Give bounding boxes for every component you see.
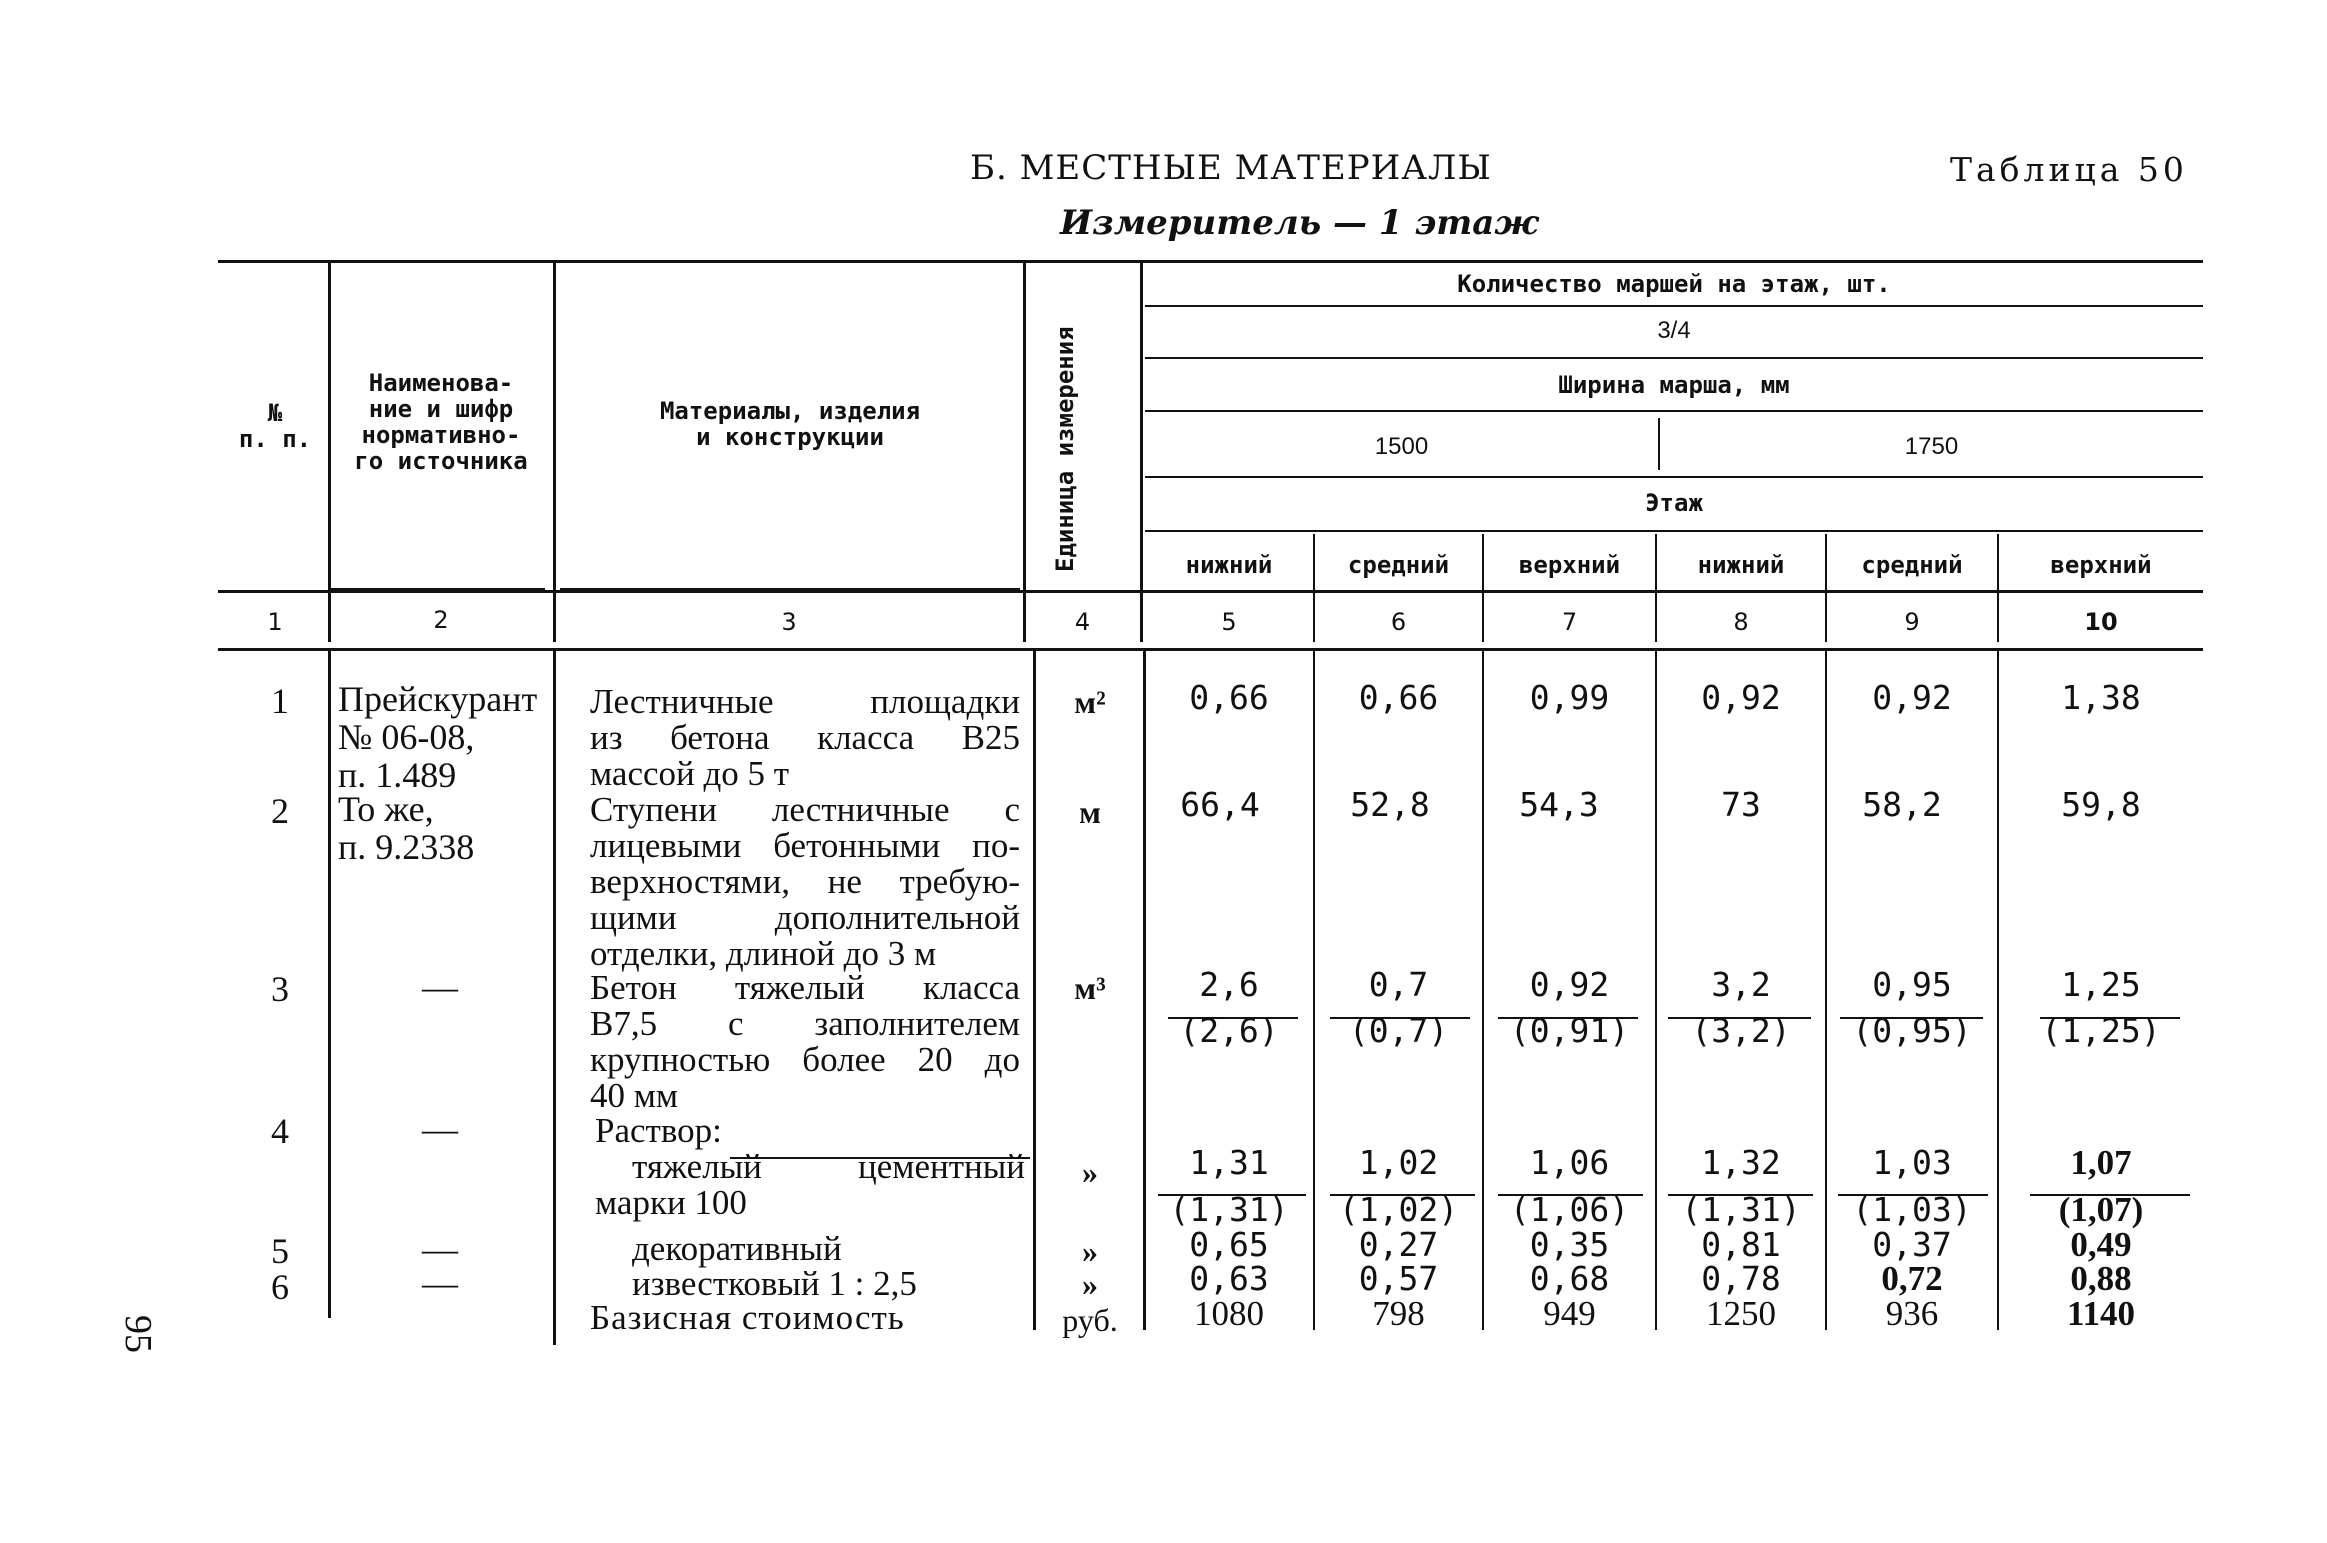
col-number-1: 1 [267, 608, 283, 636]
row-6-value-3: 0,68 [1529, 1259, 1610, 1298]
col-number-7: 7 [1561, 608, 1578, 636]
row-1-value-4: 0,92 [1701, 678, 1781, 717]
col-number-6: 6 [1390, 608, 1407, 636]
row-2-number: 2 [271, 791, 289, 831]
header-col-source-text: Наименова- ние и шифр нормативно- го источника [354, 369, 528, 475]
row-4-alt-value-3: (1,06) [1509, 1190, 1630, 1229]
base-cost-label: Базисная стоимость [590, 1298, 905, 1337]
row-3-alt-value-6: (1,25) [2041, 1011, 2161, 1050]
row-6-value-1: 0,63 [1189, 1259, 1269, 1298]
base-cost-value-4: 1250 [1706, 1294, 1776, 1333]
base-cost-value-1: 1080 [1194, 1294, 1264, 1333]
row-5-value-2: 0,27 [1358, 1225, 1439, 1264]
row-4-value-5: 1,03 [1872, 1143, 1952, 1182]
row-2-unit: м [1079, 794, 1101, 830]
row-2-source: То же, п. 9.2338 [338, 789, 475, 867]
row-3-alt-value-5: (0,95) [1852, 1011, 1972, 1050]
row-1-material-line: массой до 5 т [590, 754, 790, 793]
header-flights: Количество маршей на этаж, шт. [1457, 270, 1891, 298]
header-col-materials-text: Материалы, изделия и конструкции [659, 397, 921, 451]
row-2-material-line: верхностями, не требую- [590, 862, 1020, 901]
base-cost-value-5: 936 [1885, 1294, 1939, 1333]
header-col-unit: Единица измерения [1051, 326, 1079, 572]
row-3-material-line: В7,5 с заполнителем [590, 1004, 1020, 1043]
header-col-no [225, 400, 325, 452]
row-6-number: 6 [271, 1267, 289, 1307]
row-2-value-1: 66,4 [1180, 785, 1260, 824]
row-2-value-5: 58,2 [1862, 785, 1942, 824]
row-3-material-line: 40 мм [590, 1076, 679, 1115]
row-6-material: известковый 1 : 2,5 [632, 1264, 917, 1303]
row-3-value-5: 0,95 [1872, 965, 1952, 1004]
row-1-unit: м² [1074, 684, 1106, 720]
row-3-alt-value-4: (3,2) [1691, 1011, 1791, 1050]
row-4-value-2: 1,02 [1358, 1143, 1439, 1182]
row-5-value-5: 0,37 [1872, 1225, 1952, 1264]
row-4-number: 4 [271, 1111, 289, 1151]
header-floor-2: средний [1347, 551, 1450, 579]
header-col-source [332, 370, 550, 474]
table-label: Таблица 50 [1950, 150, 2188, 189]
row-3-number: 3 [271, 969, 289, 1009]
row-4-unit: » [1082, 1154, 1098, 1190]
row-3-material-line: Бетон тяжелый класса [590, 968, 1020, 1007]
row-3-alt-value-3: (0,91) [1509, 1011, 1630, 1050]
header-floor: Этаж [1645, 489, 1703, 517]
row-4-alt-value-4: (1,31) [1681, 1190, 1801, 1229]
header-floor-3: верхний [1518, 551, 1621, 579]
row-4-value-6: 1,07 [2070, 1143, 2132, 1182]
row-6-value-2: 0,57 [1358, 1259, 1439, 1298]
header-floor-1: нижний [1185, 551, 1273, 579]
row-3-unit: м³ [1074, 970, 1106, 1006]
row-1-value-1: 0,66 [1189, 678, 1269, 717]
row-3-value-1: 2,6 [1199, 965, 1259, 1004]
row-4-alt-value-6: (1,07) [2058, 1190, 2144, 1229]
row-3-value-2: 0,7 [1368, 965, 1429, 1004]
row-2-value-4: 73 [1721, 785, 1761, 824]
page-number: 95 [117, 1315, 159, 1353]
row-2-material [590, 792, 1020, 972]
row-3-material-line: крупностью более 20 до [590, 1040, 1020, 1079]
base-cost-value-6: 1140 [2066, 1294, 2136, 1333]
row-4-value-4: 1,32 [1701, 1143, 1781, 1182]
header-col-materials [560, 398, 1020, 450]
row-5-value-1: 0,65 [1189, 1225, 1269, 1264]
col-number-8: 8 [1733, 608, 1749, 636]
col-number-4: 4 [1074, 608, 1091, 636]
row-4-source: — [422, 1109, 458, 1149]
header-floor-6: верхний [2050, 551, 2152, 579]
row-4-value-1: 1,31 [1189, 1143, 1269, 1182]
row-3-material [590, 970, 1020, 1114]
row-2-material-line: отделки, длиной до 3 м [590, 934, 937, 973]
base-cost-unit: руб. [1062, 1302, 1118, 1338]
row-2-value-6: 59,8 [2061, 785, 2141, 824]
row-4-alt-value-1: (1,31) [1169, 1190, 1289, 1229]
row-3-source: — [422, 967, 458, 1007]
row-1-material [590, 684, 1020, 792]
row-6-value-6: 0,88 [2070, 1259, 2132, 1298]
row-4-alt-value-2: (1,02) [1338, 1190, 1459, 1229]
row-4-material-line: тяжелый цементный [632, 1147, 1025, 1186]
row-2-material-line: лицевыми бетонными по- [590, 826, 1020, 865]
header-floor-4: нижний [1697, 551, 1785, 579]
base-cost-value-3: 949 [1543, 1294, 1596, 1333]
base-cost-value-2: 798 [1372, 1294, 1425, 1333]
col-number-3: 3 [781, 608, 797, 636]
header-col-no-text: № п. п. [238, 399, 312, 453]
row-5-number: 5 [271, 1231, 289, 1271]
row-6-unit: » [1082, 1266, 1098, 1302]
row-6-value-4: 0,78 [1701, 1259, 1781, 1298]
header-width-1750: 1750 [1904, 433, 1959, 460]
row-5-material: декоративный [632, 1229, 842, 1268]
measure-unit: Измеритель — 1 этаж [1060, 203, 1539, 243]
row-4-material [595, 1113, 1025, 1221]
row-4-value-3: 1,06 [1529, 1143, 1610, 1182]
row-6-source: — [422, 1263, 458, 1303]
row-5-value-3: 0,35 [1529, 1225, 1610, 1264]
row-3-alt-value-2: (0,7) [1348, 1011, 1449, 1050]
row-1-material-line: из бетона класса В25 [590, 718, 1020, 757]
col-number-9: 9 [1904, 608, 1920, 636]
row-2-material-line: щими дополнительной [590, 898, 1020, 937]
row-1-number: 1 [271, 681, 289, 721]
row-2-material-line: Ступени лестничные с [590, 790, 1020, 829]
row-3-alt-value-1: (2,6) [1179, 1011, 1279, 1050]
row-4-material-heading: Раствор: [595, 1111, 722, 1150]
row-3-value-6: 1,25 [2061, 965, 2141, 1004]
row-1-material-line: Лестничные площадки [590, 682, 1020, 721]
header-flights-value: 3/4 [1657, 317, 1691, 344]
row-4-alt-value-5: (1,03) [1852, 1190, 1972, 1229]
row-1-source: Прейскурант № 06-08, п. 1.489 [338, 679, 538, 795]
row-5-value-4: 0,81 [1701, 1225, 1781, 1264]
row-3-value-4: 3,2 [1711, 965, 1771, 1004]
row-5-unit: » [1082, 1233, 1098, 1269]
row-1-value-5: 0,92 [1872, 678, 1952, 717]
row-4-material-line: марки 100 [595, 1183, 747, 1222]
row-2-value-2: 52,8 [1350, 785, 1430, 824]
header-width: Ширина марша, мм [1558, 371, 1790, 399]
header-width-1500: 1500 [1374, 433, 1429, 460]
header-floor-5: средний [1861, 551, 1963, 579]
col-number-2: 2 [433, 606, 449, 634]
col-number-5: 5 [1221, 608, 1237, 636]
col-number-10: 10 [2084, 608, 2118, 636]
row-3-value-3: 0,92 [1529, 965, 1610, 1004]
row-5-source: — [422, 1229, 458, 1269]
section-title: Б. МЕСТНЫЕ МАТЕРИАЛЫ [970, 148, 1492, 188]
row-1-value-3: 0,99 [1529, 678, 1610, 717]
row-2-value-3: 54,3 [1519, 785, 1599, 824]
row-5-value-6: 0,49 [2070, 1225, 2132, 1264]
row-6-value-5: 0,72 [1881, 1259, 1943, 1298]
row-1-value-2: 0,66 [1358, 678, 1439, 717]
row-1-value-6: 1,38 [2061, 678, 2141, 717]
